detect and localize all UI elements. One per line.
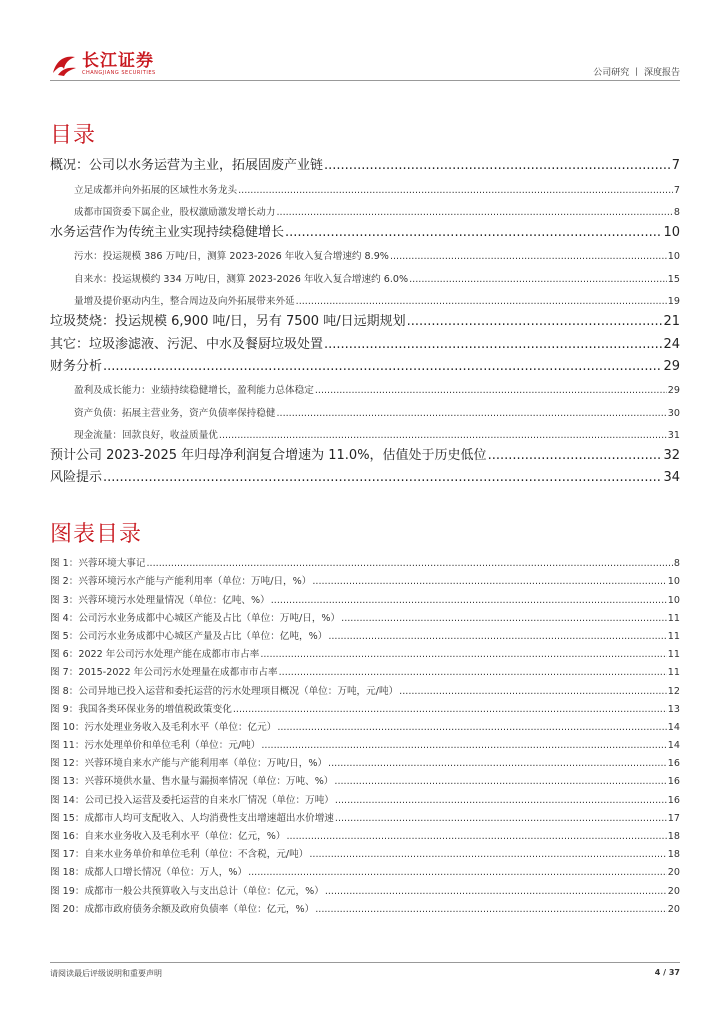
- toc-entry-title: 立足成都并向外拓展的区域性水务龙头: [74, 184, 238, 196]
- figure-entry[interactable]: [50, 751, 680, 769]
- figure-entry-title: 图 3：兴蓉环境污水处理量情况（单位：亿吨、%）: [50, 594, 270, 606]
- toc-subentry[interactable]: [50, 396, 680, 418]
- figure-entry[interactable]: [50, 878, 680, 896]
- figure-entry[interactable]: [50, 787, 680, 805]
- dot-leader: [390, 251, 667, 262]
- figure-entry-page: 20: [667, 885, 680, 897]
- toc-subentry[interactable]: [50, 240, 680, 262]
- toc-title: 目录: [50, 123, 97, 148]
- dot-leader: [233, 704, 667, 715]
- toc-entry-title: 资产负债：拓展主营业务，资产负债率保持稳健: [74, 407, 276, 419]
- figure-entry-page: 11: [667, 612, 680, 624]
- dot-leader: [325, 886, 667, 897]
- toc-entry-title: 预计公司 2023-2025 年归母净利润复合增速为 11.0%，估值处于历史低位: [50, 448, 487, 464]
- figure-entry-title: 图 2：兴蓉环境污水产能与产能利用率（单位：万吨/日，%）: [50, 576, 312, 588]
- toc-entry-page: 7: [671, 158, 680, 174]
- dot-leader: [286, 831, 666, 842]
- toc-entry-title: 其它：垃圾渗滤液、污泥、中水及餐厨垃圾处置: [50, 336, 324, 352]
- dot-leader: [248, 867, 667, 878]
- figure-entry-title: 图 1：兴蓉环境大事记: [50, 558, 146, 570]
- header-divider: [50, 80, 680, 81]
- toc-entry-title: 概况：公司以水务运营为主业，拓展固废产业链: [50, 158, 324, 174]
- toc-entry-title: 盈利及成长能力：业绩持续稳健增长，盈利能力总体稳定: [74, 385, 314, 397]
- dot-leader: [219, 430, 667, 441]
- figure-entry[interactable]: [50, 678, 680, 696]
- figure-entry-page: 11: [667, 649, 680, 661]
- toc-entry-page: 31: [667, 429, 680, 441]
- dot-leader: [279, 667, 667, 678]
- logo-emblem-icon: [50, 53, 78, 77]
- toc-subentry[interactable]: [50, 173, 680, 195]
- dot-leader: [276, 408, 666, 419]
- dot-leader: [341, 613, 667, 624]
- toc-entry-page: 29: [663, 358, 680, 374]
- dot-leader: [324, 158, 671, 173]
- toc-entry[interactable]: [50, 329, 680, 351]
- figure-entry-page: 18: [667, 849, 680, 861]
- dot-leader: [488, 448, 663, 463]
- toc-entry[interactable]: [50, 307, 680, 329]
- figure-entry-title: 图 11：污水处理单价和单位毛利（单位：元/吨）: [50, 740, 261, 752]
- figure-entry[interactable]: [50, 806, 680, 824]
- dot-leader: [309, 849, 666, 860]
- toc-entry-page: 21: [663, 314, 680, 330]
- toc-entry-title: 垃圾焚烧：投运规模 6,900 吨/日，另有 7500 吨/日远期规划: [50, 314, 406, 330]
- toc-entry-page: 29: [667, 385, 680, 397]
- figure-entry-title: 图 17：自来水业务单价和单位毛利（单位：不含税，元/吨）: [50, 849, 309, 861]
- figure-entry-page: 16: [667, 758, 680, 770]
- dot-leader: [328, 631, 666, 642]
- toc-entry-title: 自来水：投运规模约 334 万吨/日，测算 2023-2026 年收入复合增速约 6.0%: [74, 273, 409, 285]
- figure-entry-title: 图 10：污水处理业务收入及毛利水平（单位：亿元）: [50, 721, 277, 733]
- dot-leader: [260, 649, 666, 660]
- toc-entry-page: 34: [663, 470, 680, 486]
- toc-entry[interactable]: [50, 352, 680, 374]
- figure-entry-title: 图 13：兴蓉环境供水量、售水量与漏损率情况（单位：万吨、%）: [50, 776, 334, 788]
- figure-entry[interactable]: [50, 587, 680, 605]
- figure-entry-title: 图 16：自来水业务收入及毛利水平（单位：亿元，%）: [50, 831, 286, 842]
- figure-entry[interactable]: [50, 624, 680, 642]
- dot-leader: [296, 296, 667, 307]
- figure-entry-page: 14: [667, 740, 680, 752]
- toc-entry-title: 成都市国资委下属企业，股权激励激发增长动力: [74, 206, 276, 218]
- toc-subentry[interactable]: [50, 419, 680, 441]
- figure-entry-title: 图 12：兴蓉环境自来水产能与产能利用率（单位：万吨/日，%）: [50, 758, 328, 770]
- dot-leader: [334, 776, 666, 787]
- page-number: 4 / 37: [654, 968, 680, 977]
- figure-entry-title: 图 5：公司污水业务成都中心城区产量及占比（单位：亿吨，%）: [50, 630, 328, 642]
- figure-entry-title: 图 18：成都人口增长情况（单位：万人，%）: [50, 867, 248, 879]
- dot-leader: [409, 274, 667, 285]
- logo-english-name: CHANGJIANG SECURITIES: [82, 70, 156, 76]
- dot-leader: [315, 385, 667, 396]
- figure-entry-title: 图 15：成都市人均可支配收入、人均消费性支出增速超出水价增速: [50, 812, 334, 824]
- toc-entry-page: 10: [663, 225, 680, 241]
- figure-entry[interactable]: [50, 697, 680, 715]
- dot-leader: [315, 904, 667, 915]
- dot-leader: [324, 337, 662, 352]
- toc-entry[interactable]: [50, 441, 680, 463]
- figure-entry-page: 20: [667, 867, 680, 879]
- figure-entry-page: 8: [673, 558, 680, 570]
- figure-entry-page: 16: [667, 794, 680, 806]
- figure-entry-title: 图 4：公司污水业务成都中心城区产能及占比（单位：万吨/日，%）: [50, 612, 341, 624]
- figure-entry-title: 图 14：公司已投入运营及委托运营的自来水厂情况（单位：万吨）: [50, 794, 334, 806]
- toc-entry-title: 风险提示: [50, 470, 103, 486]
- figure-list: [50, 551, 680, 915]
- table-of-contents: [50, 151, 680, 485]
- toc-entry-title: 现金流量：回款良好，收益质量优: [74, 429, 218, 441]
- toc-subentry[interactable]: [50, 374, 680, 396]
- dot-leader: [285, 225, 662, 240]
- figure-entry-title: 图 6：2022 年公司污水处理产能在成都市市占率: [50, 649, 260, 661]
- figures-title: 图表目录: [50, 522, 143, 547]
- dot-leader: [335, 813, 667, 824]
- figure-entry[interactable]: [50, 824, 680, 842]
- figure-entry-page: 14: [667, 721, 680, 733]
- figure-entry[interactable]: [50, 551, 680, 569]
- toc-subentry[interactable]: [50, 285, 680, 307]
- toc-entry-page: 32: [663, 448, 680, 464]
- figure-entry-page: 18: [667, 831, 680, 842]
- dot-leader: [147, 558, 673, 569]
- dot-leader: [399, 686, 667, 697]
- toc-entry[interactable]: [50, 218, 680, 240]
- dot-leader: [103, 470, 662, 485]
- footer-divider: [50, 962, 680, 963]
- toc-subentry[interactable]: [50, 262, 680, 284]
- figure-entry-page: 10: [667, 594, 680, 606]
- logo-chinese-name: 长江证券: [82, 51, 154, 71]
- figure-entry[interactable]: [50, 569, 680, 587]
- dot-leader: [312, 576, 666, 587]
- figure-entry[interactable]: [50, 660, 680, 678]
- toc-entry-page: 7: [673, 184, 680, 196]
- page-header: [50, 52, 680, 82]
- figure-entry-page: 20: [667, 903, 680, 915]
- dot-leader: [328, 758, 667, 769]
- company-logo: [50, 52, 156, 77]
- figure-entry-title: 图 7：2015-2022 年公司污水处理量在成都市市占率: [50, 667, 278, 679]
- figure-entry[interactable]: [50, 642, 680, 660]
- figure-entry[interactable]: [50, 715, 680, 733]
- dot-leader: [103, 359, 662, 374]
- toc-entry[interactable]: [50, 463, 680, 485]
- figure-entry-page: 16: [667, 776, 680, 788]
- dot-leader: [407, 314, 663, 329]
- dot-leader: [238, 185, 673, 196]
- toc-entry-title: 水务运营作为传统主业实现持续稳健增长: [50, 225, 285, 241]
- toc-entry-page: 10: [667, 251, 680, 263]
- figure-entry-title: 图 20：成都市政府债务余额及政府负债率（单位：亿元，%）: [50, 903, 315, 915]
- figure-entry-page: 11: [667, 667, 680, 679]
- dot-leader: [261, 740, 666, 751]
- dot-leader: [271, 595, 667, 606]
- figure-entry[interactable]: [50, 897, 680, 915]
- toc-entry-title: 财务分析: [50, 358, 103, 374]
- figure-entry-page: 17: [667, 812, 680, 824]
- figure-entry-title: 图 8：公司异地已投入运营和委托运营的污水处理项目概况（单位：万吨，元/吨）: [50, 685, 399, 697]
- toc-entry-page: 19: [667, 296, 680, 308]
- figure-entry[interactable]: [50, 860, 680, 878]
- figure-entry-page: 11: [667, 630, 680, 642]
- figure-entry-title: 图 9：我国各类环保业务的增值税政策变化: [50, 703, 232, 715]
- dot-leader: [335, 795, 667, 806]
- toc-subentry[interactable]: [50, 196, 680, 218]
- figure-entry-page: 12: [667, 685, 680, 697]
- dot-leader: [277, 722, 666, 733]
- figure-entry[interactable]: [50, 606, 680, 624]
- dot-leader: [276, 207, 672, 218]
- toc-entry-page: 8: [673, 206, 680, 218]
- figure-entry[interactable]: [50, 733, 680, 751]
- figure-entry-page: 10: [667, 576, 680, 588]
- figure-entry-page: 13: [667, 703, 680, 715]
- report-category: 公司研究 丨 深度报告: [593, 68, 680, 78]
- figure-entry[interactable]: [50, 842, 680, 860]
- toc-entry-page: 30: [667, 407, 680, 419]
- toc-entry[interactable]: [50, 151, 680, 173]
- figure-entry[interactable]: [50, 769, 680, 787]
- toc-entry-page: 24: [663, 336, 680, 352]
- toc-entry-title: 污水：投运规模 386 万吨/日，测算 2023-2026 年收入复合增速约 8.9%: [74, 251, 389, 263]
- footer-disclaimer: 请阅读最后评级说明和重要声明: [50, 969, 162, 978]
- toc-entry-page: 15: [667, 273, 680, 285]
- toc-entry-title: 量增及提价驱动内生，整合周边及向外拓展带来外延: [74, 296, 295, 308]
- figure-entry-title: 图 19：成都市一般公共预算收入与支出总计（单位：亿元，%）: [50, 885, 324, 897]
